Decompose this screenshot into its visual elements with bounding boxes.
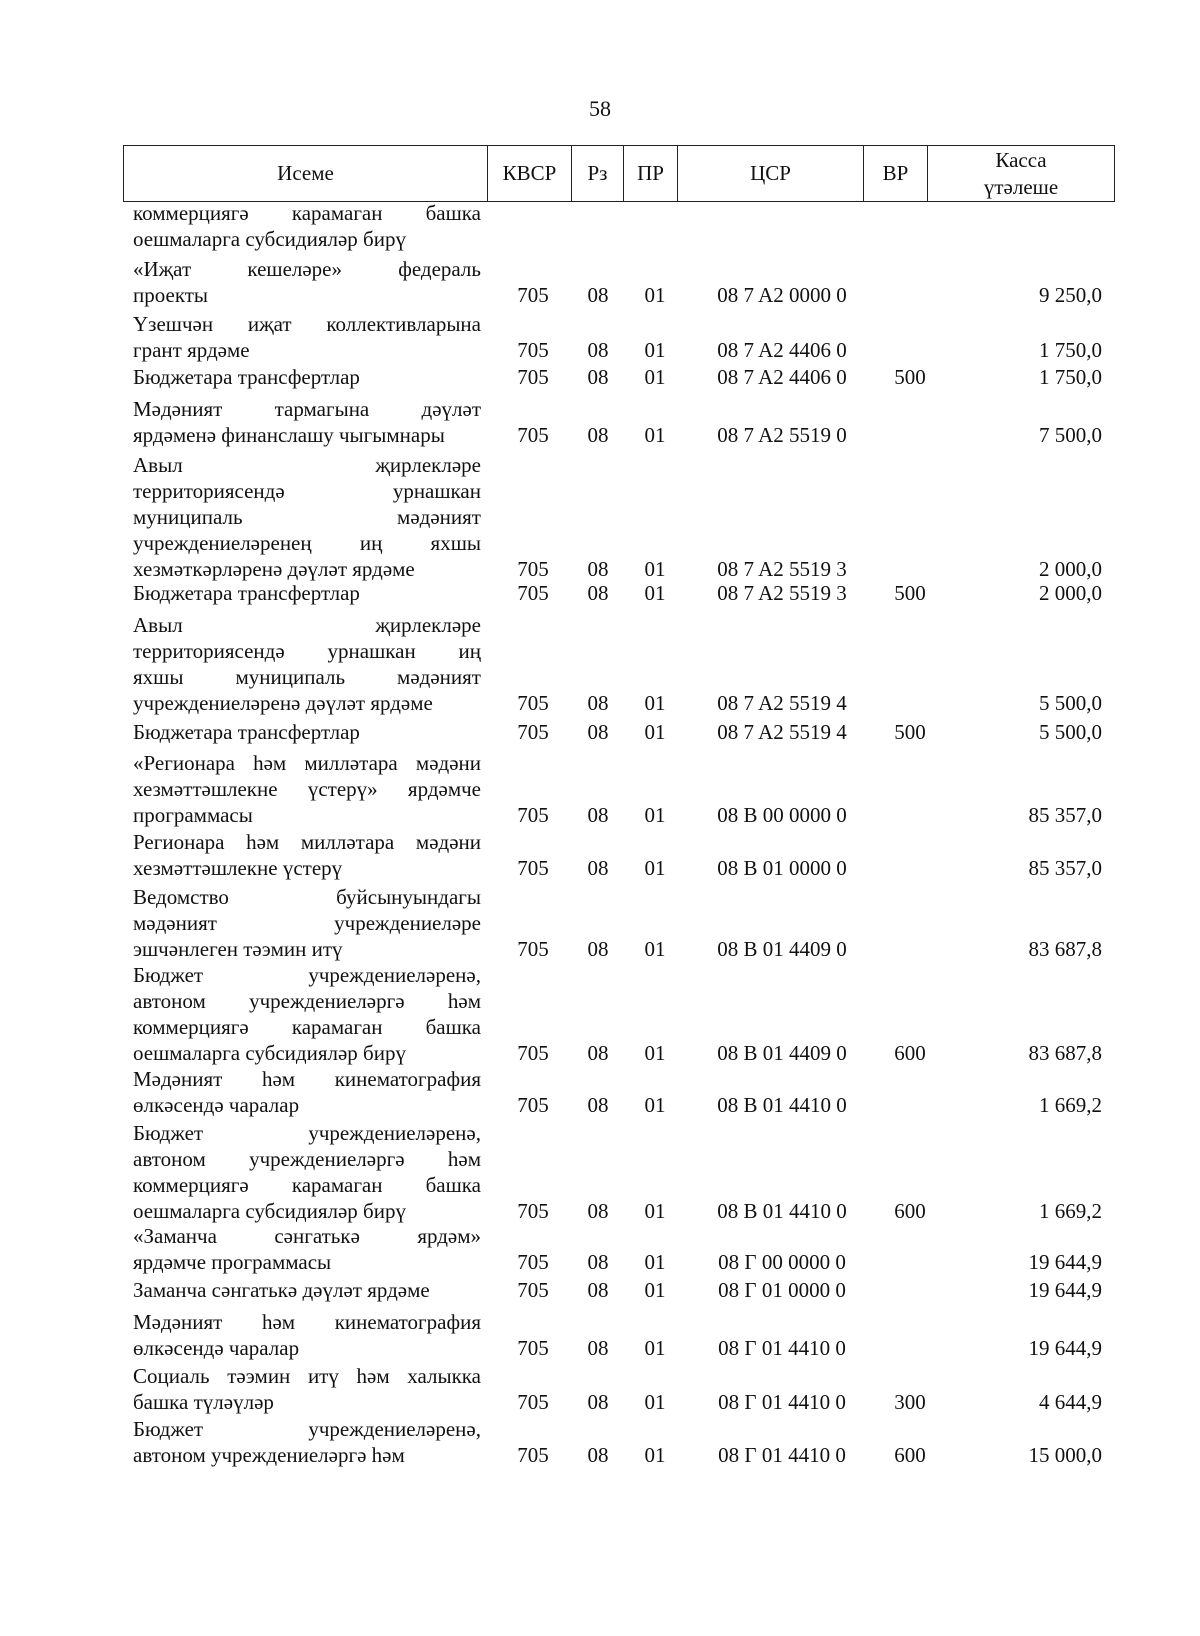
row-pr: 01 [644, 557, 666, 581]
row-kvsr: 705 [517, 1390, 549, 1414]
row-rz: 08 [587, 581, 609, 605]
row-name-line: муниципаль мәдәният [133, 505, 481, 529]
row-pr: 01 [644, 338, 666, 362]
row-name-line: хезмәттәшлекне үстерү» ярдәмче [133, 777, 481, 801]
row-pr: 01 [644, 1041, 666, 1065]
row-kvsr: 705 [517, 1250, 549, 1274]
row-name [133, 750, 481, 828]
row-name [133, 884, 481, 962]
row-pr: 01 [644, 365, 666, 389]
row-sum: 5 500,0 [1039, 691, 1102, 715]
row-rz: 08 [587, 691, 609, 715]
row-kvsr: 705 [517, 283, 549, 307]
row-kvsr: 705 [517, 557, 549, 581]
row-csr: 08 В 01 4409 0 [717, 937, 847, 961]
row-sum: 2 000,0 [1039, 581, 1102, 605]
row-rz: 08 [587, 1336, 609, 1360]
row-sum: 2 000,0 [1039, 557, 1102, 581]
row-kvsr: 705 [517, 1093, 549, 1117]
row-sum: 4 644,9 [1039, 1390, 1102, 1414]
row-rz: 08 [587, 1390, 609, 1414]
row-sum: 85 357,0 [1028, 803, 1102, 827]
row-sum: 19 644,9 [1028, 1250, 1102, 1274]
row-name-line: «Регионара һәм милләтара мәдәни [133, 751, 481, 775]
row-csr: 08 Г 01 0000 0 [718, 1278, 846, 1302]
row-rz: 08 [587, 1250, 609, 1274]
row-csr: 08 В 01 0000 0 [717, 856, 847, 880]
row-csr: 08 7 A2 5519 3 [717, 557, 847, 581]
row-sum: 1 669,2 [1039, 1093, 1102, 1117]
row-sum: 85 357,0 [1028, 856, 1102, 880]
row-rz: 08 [587, 1199, 609, 1223]
row-vr: 300 [894, 1390, 926, 1414]
row-name-line: автоном учреждениеләргә һәм [133, 989, 481, 1013]
row-pr: 01 [644, 1443, 666, 1467]
row-rz: 08 [587, 365, 609, 389]
row-kvsr: 705 [517, 937, 549, 961]
row-name [133, 1066, 481, 1118]
row-csr: 08 7 A2 4406 0 [717, 338, 847, 362]
row-vr: 600 [894, 1443, 926, 1467]
row-name [133, 1309, 481, 1361]
row-sum: 1 669,2 [1039, 1199, 1102, 1223]
row-vr: 600 [894, 1041, 926, 1065]
row-kvsr: 705 [517, 1041, 549, 1065]
row-name-line: Үзешчән иҗат коллективларына [133, 312, 481, 336]
row-csr: 08 В 01 4409 0 [717, 1041, 847, 1065]
row-name-line: проекты [133, 283, 209, 307]
row-kvsr: 705 [517, 856, 549, 880]
row-rz: 08 [587, 856, 609, 880]
row-csr: 08 Г 01 4410 0 [718, 1336, 846, 1360]
row-kvsr: 705 [517, 423, 549, 447]
row-name-line: автоном учреждениеләргә һәм [133, 1147, 481, 1171]
row-name-line: автоном учреждениеләргә һәм [133, 1443, 405, 1467]
row-name [133, 829, 481, 881]
row-kvsr: 705 [517, 803, 549, 827]
header-name: Исеме [124, 146, 488, 202]
row-csr: 08 7 A2 5519 0 [717, 423, 847, 447]
row-name-line: Ведомство буйсынуындагы [133, 885, 481, 909]
header-sum-line1: Касса [995, 147, 1047, 172]
row-name-line: Мәдәният тармагына дәүләт [133, 397, 481, 421]
row-csr: 08 7 A2 0000 0 [717, 283, 847, 307]
row-sum: 9 250,0 [1039, 283, 1102, 307]
row-name-line: учреждениеләренең иң яхшы [133, 531, 481, 555]
row-csr: 08 7 A2 5519 4 [717, 691, 847, 715]
row-rz: 08 [587, 1278, 609, 1302]
row-csr: 08 7 A2 4406 0 [717, 365, 847, 389]
row-name-line: территориясендә урнашкан [133, 479, 481, 503]
row-csr: 08 В 01 4410 0 [717, 1199, 847, 1223]
row-csr: 08 В 00 0000 0 [717, 803, 847, 827]
row-rz: 08 [587, 1093, 609, 1117]
row-name [133, 1277, 481, 1303]
row-name-line: Авыл җирлекләре [133, 613, 481, 637]
row-name-line: программасы [133, 803, 253, 827]
row-vr: 600 [894, 1199, 926, 1223]
row-pr: 01 [644, 423, 666, 447]
row-name [133, 612, 481, 716]
row-sum: 19 644,9 [1028, 1278, 1102, 1302]
row-rz: 08 [587, 1443, 609, 1467]
row-pr: 01 [644, 1199, 666, 1223]
row-name-line: ярдәмче программасы [133, 1250, 332, 1274]
row-name-line: оешмаларга субсидияләр бирү [133, 1041, 406, 1065]
row-sum: 1 750,0 [1039, 365, 1102, 389]
row-sum: 19 644,9 [1028, 1336, 1102, 1360]
row-name-line: Авыл җирлекләре [133, 453, 481, 477]
row-name [133, 1223, 481, 1275]
row-rz: 08 [587, 283, 609, 307]
row-name-line: яхшы муниципаль мәдәният [133, 665, 481, 689]
row-name-line: Регионара һәм милләтара мәдәни [133, 830, 481, 854]
row-pr: 01 [644, 283, 666, 307]
row-name [133, 256, 481, 308]
row-name-line: Бюджетара трансфертлар [133, 720, 360, 744]
row-name-line: Заманча сәнгатькә дәүләт ярдәме [133, 1278, 430, 1302]
row-pr: 01 [644, 1250, 666, 1274]
row-vr: 500 [894, 365, 926, 389]
row-rz: 08 [587, 720, 609, 744]
row-name-line: грант ярдәме [133, 338, 250, 362]
header-vr: ВР [864, 146, 928, 202]
row-sum: 1 750,0 [1039, 338, 1102, 362]
row-kvsr: 705 [517, 1278, 549, 1302]
row-csr: 08 Г 00 0000 0 [718, 1250, 846, 1274]
row-name-line: хезмәткәрләренә дәүләт ярдәме [133, 557, 415, 581]
row-rz: 08 [587, 423, 609, 447]
row-kvsr: 705 [517, 1336, 549, 1360]
row-name [133, 396, 481, 448]
row-rz: 08 [587, 1041, 609, 1065]
row-name-line: «Заманча сәнгатькә ярдәм» [133, 1224, 481, 1248]
row-pr: 01 [644, 1336, 666, 1360]
row-name-line: оешмаларга субсидияләр бирү [133, 227, 406, 251]
row-csr: 08 В 01 4410 0 [717, 1093, 847, 1117]
row-name-line: Бюджетара трансфертлар [133, 365, 360, 389]
row-kvsr: 705 [517, 1443, 549, 1467]
row-name-line: коммерциягә карамаган башка [133, 201, 481, 225]
row-name [133, 311, 481, 363]
row-name [133, 962, 481, 1066]
row-name-line: учреждениеләренә дәүләт ярдәме [133, 691, 433, 715]
row-sum: 83 687,8 [1028, 937, 1102, 961]
row-pr: 01 [644, 581, 666, 605]
row-kvsr: 705 [517, 720, 549, 744]
row-kvsr: 705 [517, 1199, 549, 1223]
header-kvsr: КВСР [488, 146, 572, 202]
row-pr: 01 [644, 1278, 666, 1302]
row-sum: 7 500,0 [1039, 423, 1102, 447]
row-name-line: коммерциягә карамаган башка [133, 1015, 481, 1039]
row-name-line: Мәдәният һәм кинематография [133, 1310, 481, 1334]
row-name-line: Бюджет учреждениеләренә, [133, 963, 481, 987]
row-name-line: өлкәсендә чаралар [133, 1336, 300, 1360]
row-pr: 01 [644, 856, 666, 880]
row-sum: 83 687,8 [1028, 1041, 1102, 1065]
row-name-line: «Иҗат кешеләре» федераль [133, 257, 481, 281]
row-name [133, 364, 481, 390]
row-name-line: оешмаларга субсидияләр бирү [133, 1199, 406, 1223]
row-name [133, 200, 481, 252]
row-name-line: Бюджет учреждениеләренә, [133, 1121, 481, 1145]
row-name-line: башка түләүләр [133, 1390, 274, 1414]
row-kvsr: 705 [517, 691, 549, 715]
row-vr: 500 [894, 720, 926, 744]
row-vr: 500 [894, 581, 926, 605]
row-rz: 08 [587, 557, 609, 581]
row-csr: 08 Г 01 4410 0 [718, 1443, 846, 1467]
row-name [133, 1363, 481, 1415]
row-pr: 01 [644, 720, 666, 744]
header-sum-line2: үтәлеше [983, 174, 1059, 199]
row-name [133, 452, 481, 582]
row-name-line: Бюджетара трансфертлар [133, 581, 360, 605]
row-rz: 08 [587, 338, 609, 362]
row-rz: 08 [587, 937, 609, 961]
row-kvsr: 705 [517, 338, 549, 362]
page-number: 58 [589, 96, 611, 121]
row-pr: 01 [644, 1390, 666, 1414]
row-name [133, 1120, 481, 1224]
row-name-line: өлкәсендә чаралар [133, 1093, 300, 1117]
row-name-line: эшчәнлеген тәэмин итү [133, 937, 343, 961]
row-name [133, 719, 481, 745]
row-name-line: хезмәттәшлекне үстерү [133, 856, 343, 880]
row-name-line: Социаль тәэмин итү һәм халыкка [133, 1364, 481, 1388]
row-name-line: Мәдәният һәм кинематография [133, 1067, 481, 1091]
row-kvsr: 705 [517, 365, 549, 389]
header-csr: ЦСР [678, 146, 864, 202]
row-pr: 01 [644, 937, 666, 961]
row-rz: 08 [587, 803, 609, 827]
row-kvsr: 705 [517, 581, 549, 605]
header-pr: ПР [624, 146, 678, 202]
row-name-line: мәдәният учреждениеләре [133, 911, 481, 935]
row-csr: 08 Г 01 4410 0 [718, 1390, 846, 1414]
row-sum: 5 500,0 [1039, 720, 1102, 744]
row-pr: 01 [644, 803, 666, 827]
row-csr: 08 7 A2 5519 4 [717, 720, 847, 744]
row-pr: 01 [644, 1093, 666, 1117]
row-name-line: коммерциягә карамаган башка [133, 1173, 481, 1197]
row-name [133, 1416, 481, 1468]
row-name-line: ярдәменә финанслашу чыгымнары [133, 423, 445, 447]
header-rz: Рз [572, 146, 624, 202]
row-csr: 08 7 A2 5519 3 [717, 581, 847, 605]
row-sum: 15 000,0 [1028, 1443, 1102, 1467]
row-name-line: Бюджет учреждениеләренә, [133, 1417, 481, 1441]
row-pr: 01 [644, 691, 666, 715]
row-name-line: территориясендә урнашкан иң [133, 639, 481, 663]
row-name [133, 580, 481, 606]
